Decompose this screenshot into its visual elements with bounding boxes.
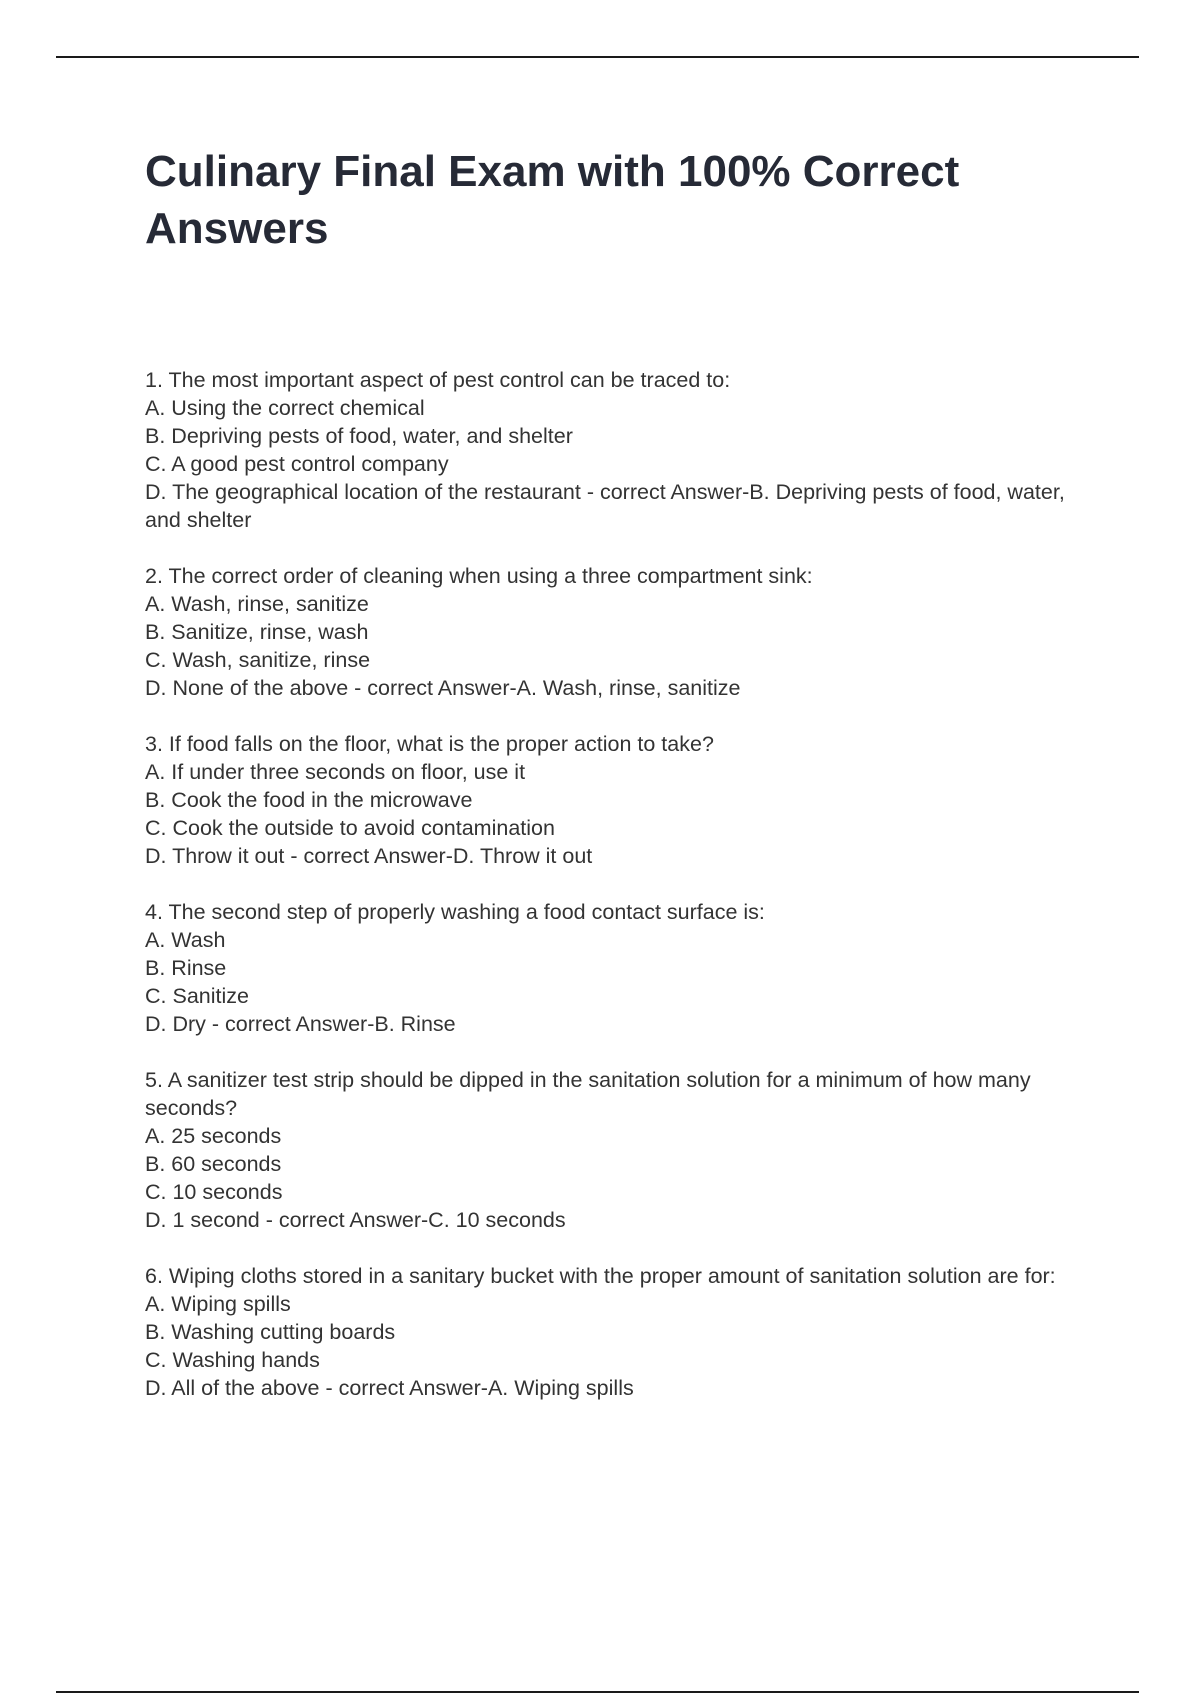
question-prompt: 3. If food falls on the floor, what is the proper action to take? — [145, 732, 714, 756]
document-title: Culinary Final Exam with 100% Correct Answers — [145, 147, 960, 253]
answer-option: B. Depriving pests of food, water, and shelter — [145, 424, 573, 448]
answer-option: D. None of the above - correct Answer-A. Wash, rinse, sanitize — [145, 676, 741, 700]
question-item — [145, 562, 1090, 702]
answer-option: B. Sanitize, rinse, wash — [145, 620, 369, 644]
question-prompt: 4. The second step of properly washing a food contact surface is: — [145, 900, 765, 924]
answer-option: A. Wiping spills — [145, 1292, 291, 1316]
answer-option: B. Cook the food in the microwave — [145, 788, 473, 812]
answer-option: A. Wash — [145, 928, 226, 952]
answer-option: D. The geographical location of the restaurant - correct Answer-B. Depriving pests of food, water, and shelter — [145, 480, 1065, 532]
question-item — [145, 366, 1090, 534]
answer-option: C. Sanitize — [145, 984, 249, 1008]
answer-option: C. A good pest control company — [145, 452, 449, 476]
answer-option: C. Washing hands — [145, 1348, 320, 1372]
answer-option: A. Using the correct chemical — [145, 396, 425, 420]
top-rule — [56, 56, 1139, 58]
answer-option: B. Washing cutting boards — [145, 1320, 396, 1344]
answer-option: C. Wash, sanitize, rinse — [145, 648, 371, 672]
question-prompt: 2. The correct order of cleaning when using a three compartment sink: — [145, 564, 813, 588]
answer-option: D. Dry - correct Answer-B. Rinse — [145, 1012, 456, 1036]
answer-option: B. Rinse — [145, 956, 227, 980]
bottom-rule — [56, 1691, 1139, 1693]
question-list — [145, 366, 1090, 1430]
answer-option: D. 1 second - correct Answer-C. 10 seconds — [145, 1208, 566, 1232]
question-prompt: 1. The most important aspect of pest control can be traced to: — [145, 368, 731, 392]
question-prompt: 6. Wiping cloths stored in a sanitary bucket with the proper amount of sanitation solution are for: — [145, 1264, 1056, 1288]
question-prompt: 5. A sanitizer test strip should be dipped in the sanitation solution for a minimum of how many seconds? — [145, 1068, 1031, 1120]
answer-option: A. If under three seconds on floor, use it — [145, 760, 526, 784]
answer-option: C. 10 seconds — [145, 1180, 283, 1204]
answer-option: A. 25 seconds — [145, 1124, 282, 1148]
answer-option: B. 60 seconds — [145, 1152, 282, 1176]
question-item — [145, 730, 1090, 870]
question-item — [145, 1066, 1090, 1234]
answer-option: D. All of the above - correct Answer-A. Wiping spills — [145, 1376, 634, 1400]
question-item — [145, 1262, 1090, 1402]
answer-option: D. Throw it out - correct Answer-D. Throw it out — [145, 844, 593, 868]
answer-option: A. Wash, rinse, sanitize — [145, 592, 369, 616]
question-item — [145, 898, 1090, 1038]
answer-option: C. Cook the outside to avoid contamination — [145, 816, 555, 840]
